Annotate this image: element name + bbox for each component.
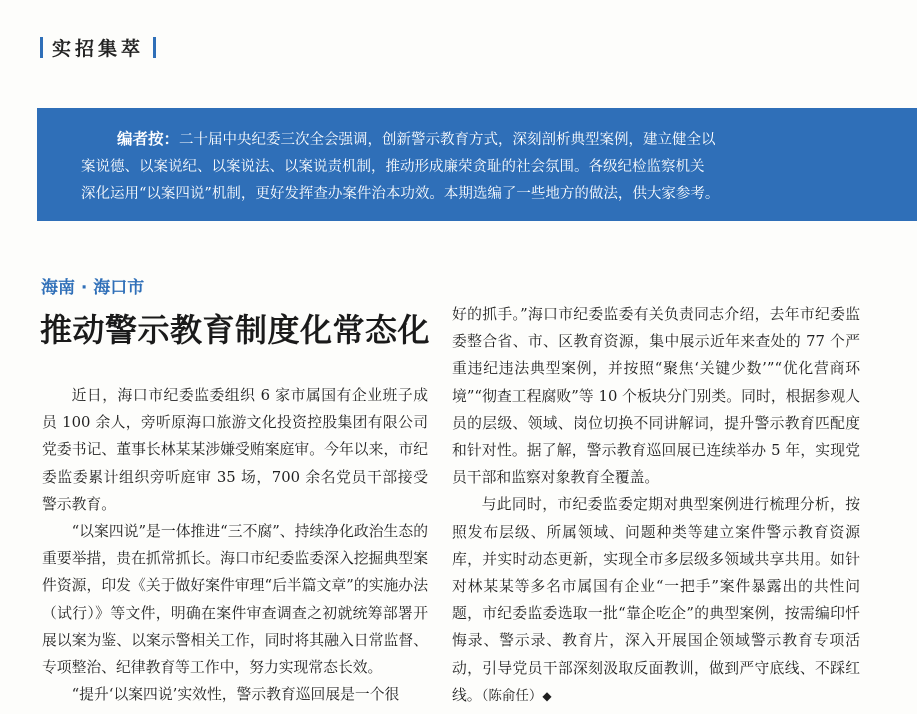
header-bar-left (40, 37, 43, 58)
editor-note-text-1: 二十届中央纪委三次全会强调，创新警示教育方式，深刻剖析典型案例，建立健全以 (179, 132, 716, 148)
byline: （陈俞任） (481, 687, 543, 704)
paragraph-continuation: 好的抓手。”海口市纪委监委有关负责同志介绍，去年市纪委监委整合省、市、区教育资源，集中展示近年来查处的 77 个严重违纪违法典型案例，并按照“聚焦‘关键少数’”“优化营商环境”“彻查工程腐败”等 10 个板块分门别类。同时，根据参观人员的层级、领域、岗位切换不同讲解词，提升警示教育匹配度和针对性。据了解，警示教育巡回展已连续举办 5 年，实现党员干部和监察对象教育全覆盖。 (452, 306, 860, 487)
editor-note-line-3: 深化运用“以案四说”机制，更好发挥查办案件治本功效。本期选编了一些地方的做法，供大家参考。 (81, 186, 720, 202)
article-column-right (452, 301, 860, 710)
section-header (40, 32, 156, 62)
article-column-left (42, 382, 428, 708)
paragraph: 近日，海口市纪委监委组织 6 家市属国有企业班子成员 100 余人，旁听原海口旅游文化投资控股集团有限公司党委书记、董事长林某某涉嫌受贿案庭审。今年以来，市纪委监委累计组织旁听庭审 35 场，700 余名党员干部接受警示教育。 (42, 387, 428, 513)
editor-note-line-1 (81, 125, 897, 154)
paragraph-text: 与此同时，市纪委监委定期对典型案例进行梳理分析，按照发布层级、所属领域、问题种类等建立案件警示教育资源库，并实时动态更新，实现全市多层级多领域共享共用。如针对林某某等多名市属国有企业“一把手”案件暴露出的共性问题，市纪委监委选取一批“靠企吃企”的典型案例，按需编印忏悔录、警示录、教育片，深入开展国企领域警示教育专项活动，引导党员干部深刻汲取反面教训，做到严守底线、不踩红线。 (452, 496, 860, 704)
section-title: 实招集萃 (52, 37, 145, 60)
editor-note-lead: 编者按： (117, 129, 180, 148)
paragraph (452, 491, 860, 710)
article-kicker: 海南 · 海口市 (41, 278, 145, 298)
article-headline: 推动警示教育制度化常态化 (40, 311, 431, 349)
editor-note-box (37, 108, 917, 221)
end-mark-icon: ◆ (542, 688, 552, 703)
editor-note-line-2: 案说德、以案说纪、以案说法、以案说责机制，推动形成廉荣贪耻的社会氛围。各级纪检监察机关 (81, 159, 705, 175)
paragraph: “提升‘以案四说’实效性，警示教育巡回展是一个很 (71, 686, 400, 704)
header-bar-right (153, 37, 156, 58)
paragraph: “以案四说”是一体推进“三不腐”、持续净化政治生态的重要举措，贵在抓常抓长。海口市纪委监委深入挖掘典型案件资源，印发《关于做好案件审理“后半篇文章”的实施办法（试行）》等文件，明确在案件审查调查之初就统筹部署开展以案为鉴、以案示警相关工作，同时将其融入日常监督、专项整治、纪律教育等工作中，努力实现常态长效。 (42, 523, 428, 677)
